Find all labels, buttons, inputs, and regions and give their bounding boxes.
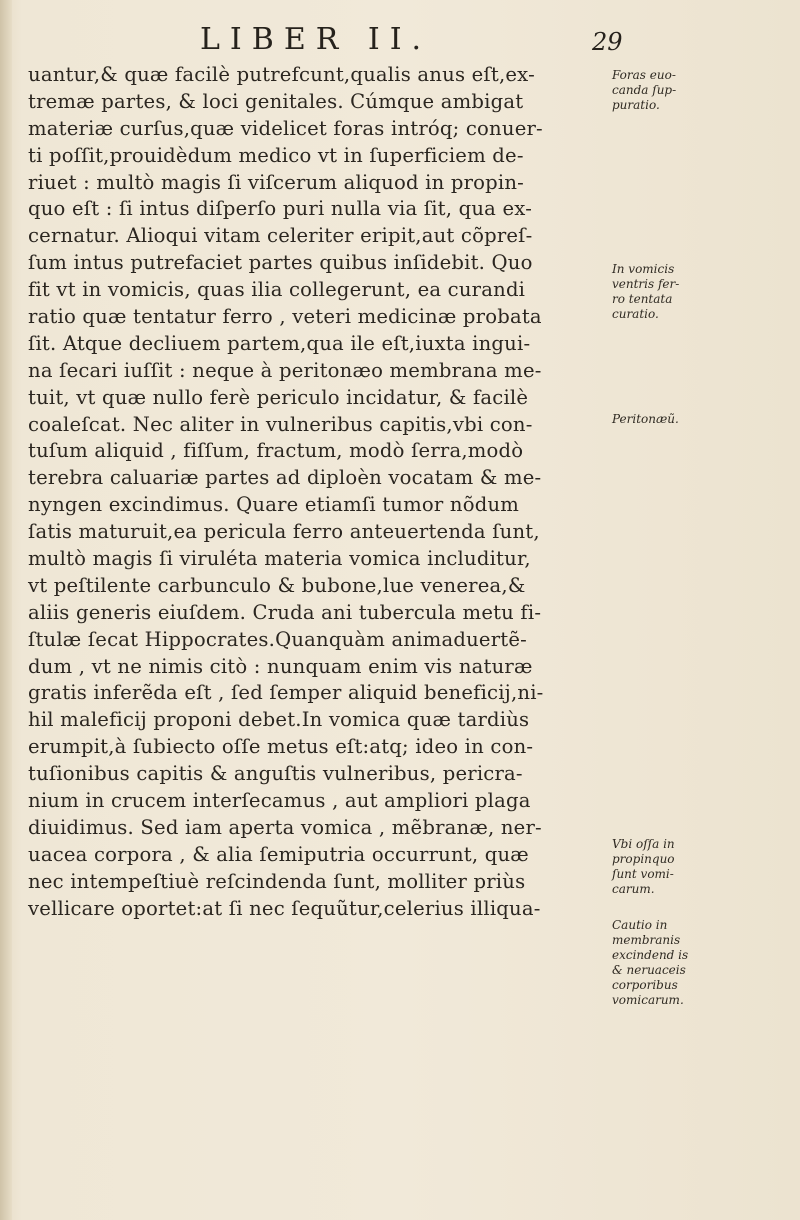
- text-line: riuet : multò magis ſi viſcerum aliquod in propin-: [28, 170, 525, 194]
- margin-note: [612, 918, 688, 1008]
- text-line: ſit. Atque decliuem partem,qua ile eſt,iuxta ingui-: [28, 331, 531, 355]
- margin-note-line: corporibus: [612, 978, 678, 992]
- margin-note-line: vomicarum.: [612, 993, 684, 1007]
- margin-note-line: In vomicis: [612, 262, 675, 276]
- margin-note-line: membranis: [612, 933, 681, 947]
- running-header: [0, 22, 800, 62]
- text-line: gratis inferẽda eſt , ſed ſemper aliquid beneficij,ni-: [28, 681, 544, 705]
- margin-note-line: excindend is: [612, 948, 689, 962]
- text-line: ſtulæ ſecat Hippocrates.Quanquàm animaduertẽ-: [28, 627, 527, 651]
- margin-note-line: canda ſup-: [612, 83, 677, 97]
- margin-note-line: curatio.: [612, 307, 659, 321]
- text-line: materiæ curſus,quæ videlicet foras intróq; conuer-: [28, 116, 543, 140]
- margin-note-line: Vbi oſſa in: [612, 837, 675, 851]
- text-line: tuſionibus capitis & anguſtis vulneribus, pericra-: [28, 762, 523, 786]
- text-line: terebra caluariæ partes ad diploèn vocatam & me-: [28, 466, 542, 490]
- text-line: quo eſt : ſi intus diſperſo puri nulla via ſit, qua ex-: [28, 197, 533, 221]
- text-line: multò magis ſi viruléta materia vomica includitur,: [28, 547, 531, 571]
- text-line: dum , vt ne nimis citò : nunquam enim vis naturæ: [28, 654, 533, 678]
- margin-note-line: propinquo: [612, 852, 675, 866]
- text-line: uantur,& quæ facilè putrefcunt,qualis anus eſt,ex-: [28, 63, 535, 86]
- text-line: ſatis maturuit,ea pericula ferro anteuertenda ſunt,: [28, 520, 540, 544]
- book-title: LIBER II.: [200, 22, 432, 57]
- margin-note-line: Peritonæũ.: [612, 412, 679, 426]
- text-line: uacea corpora , & alia ſemiputria occurrunt, quæ: [28, 842, 529, 866]
- binding-edge: [0, 0, 12, 1220]
- text-line: hil maleficij proponi debet.In vomica quæ tardiùs: [28, 708, 530, 732]
- text-line: aliis generis eiuſdem. Cruda ani tubercula metu fi-: [28, 600, 542, 624]
- text-line: nec intempeſtiuè reſcindenda ſunt, molliter priùs: [28, 869, 526, 893]
- text-line: na ſecari iuſſit : neque à peritonæo membrana me-: [28, 358, 542, 382]
- text-line: nium in crucem interſecamus , aut ampliori plaga: [28, 789, 531, 813]
- margin-note-line: carum.: [612, 882, 655, 896]
- text-line: cernatur. Alioqui vitam celeriter eripit,aut cõpreſ-: [28, 224, 533, 248]
- body-text: [28, 62, 588, 923]
- margin-note-line: Foras euo-: [612, 68, 676, 82]
- margin-note-line: puratio.: [612, 98, 660, 112]
- margin-note-line: & neruaceis: [612, 963, 686, 977]
- text-line: vt peſtilente carbunculo & bubone,lue venerea,&: [28, 573, 526, 597]
- text-line: erumpit,à ſubiecto oſſe metus eſt:atq; ideo in con-: [28, 735, 534, 759]
- text-line: ratio quæ tentatur ferro , veteri medicinæ probata: [28, 305, 542, 329]
- margin-note-line: ventris fer-: [612, 277, 680, 291]
- margin-note-line: ro tentata: [612, 292, 673, 306]
- text-line: nyngen excindimus. Quare etiamſi tumor nõdum: [28, 493, 520, 517]
- text-line: tuit, vt quæ nullo ferè periculo incidatur, & facilè: [28, 385, 529, 409]
- text-line: coaleſcat. Nec aliter in vulneribus capitis,vbi con-: [28, 412, 533, 436]
- text-line: diuidimus. Sed iam aperta vomica , mẽbranæ, ner-: [28, 815, 542, 839]
- text-line: ti poſſit,prouidèdum medico vt in ſuperficiem de-: [28, 143, 524, 167]
- page-number: 29: [592, 28, 623, 56]
- margin-note: [612, 412, 679, 427]
- margin-note: [612, 837, 675, 897]
- text-line: fit vt in vomicis, quas ilia collegerunt, ea curandi: [28, 278, 526, 302]
- margin-note-line: Cautio in: [612, 918, 668, 932]
- margin-note: [612, 262, 679, 322]
- text-line: tuſum aliquid , fiſſum, fractum, modò ſerra,modò: [28, 439, 524, 463]
- margin-note-line: ſunt vomi-: [612, 867, 674, 881]
- text-line: tremæ partes, & loci genitales. Cúmque ambigat: [28, 89, 524, 113]
- text-line: vellicare oportet:at ſi nec ſequũtur,celerius illiqua-: [28, 896, 541, 920]
- margin-note: [612, 68, 676, 113]
- text-line: ſum intus putrefaciet partes quibus inſidebit. Quo: [28, 251, 533, 275]
